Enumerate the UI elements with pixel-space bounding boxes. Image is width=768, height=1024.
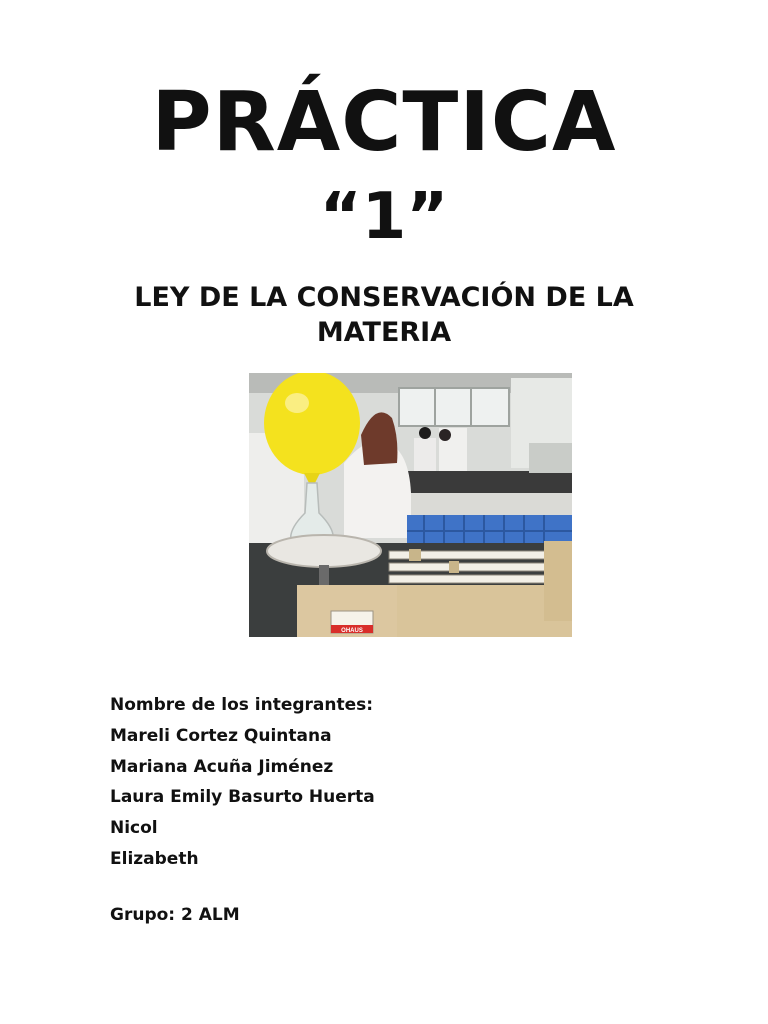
lab-photo xyxy=(249,373,572,637)
scale-brand-label: OHAUS xyxy=(341,628,363,634)
document-subtitle: LEY DE LA CONSERVACIÓN DE LA MATERIA xyxy=(134,282,634,348)
members-list xyxy=(110,690,375,875)
document-title: PRÁCTICA xyxy=(151,75,617,170)
group-label: Grupo: xyxy=(110,905,176,925)
practice-number: “1” xyxy=(319,180,449,254)
group-value: 2 ALM xyxy=(181,905,240,925)
member-name: Mariana Acuña Jiménez xyxy=(110,756,334,777)
member-name: Nicol xyxy=(110,818,158,839)
member-name: Elizabeth xyxy=(110,848,199,869)
member-name: Mareli Cortez Quintana xyxy=(110,725,332,746)
member-name: Laura Emily Basurto Huerta xyxy=(110,787,375,808)
group-info xyxy=(110,905,240,925)
members-heading: Nombre de los integrantes: xyxy=(110,695,374,715)
